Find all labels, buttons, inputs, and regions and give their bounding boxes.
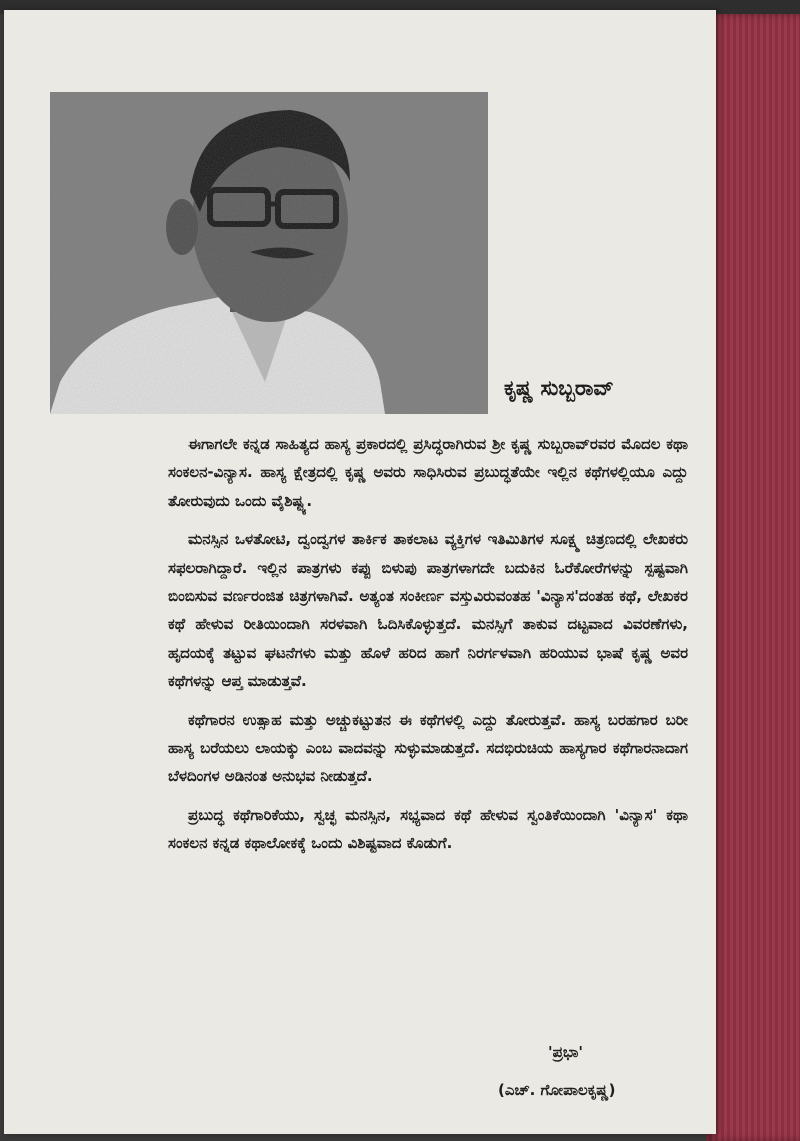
signature-pen-name: 'ಪ್ರಭಾ' — [548, 1043, 583, 1061]
blurb-paragraph: ಈಗಾಗಲೇ ಕನ್ನಡ ಸಾಹಿತ್ಯದ ಹಾಸ್ಯ ಪ್ರಕಾರದಲ್ಲಿ ಪ್ರಸಿದ್ಧರಾಗಿರುವ ಶ್ರೀ ಕೃಷ್ಣ ಸುಬ್ಬರಾವ್‌ರವರ ಮೊದಲ ಕಥಾ ಸಂಕಲನ-ವಿನ್ಯಾಸ. ಹಾಸ್ಯ ಕ್ಷೇತ್ರದಲ್ಲಿ ಕೃಷ್ಣ ಅವರು ಸಾಧಿಸಿರುವ ಪ್ರಬುದ್ಧತೆಯೇ ಇಲ್ಲಿನ ಕಥೆಗಳಲ್ಲಿಯೂ ಎದ್ದು ತೋರುವುದು ಒಂದು ವೈಶಿಷ್ಟ್ಯ. — [168, 435, 688, 510]
author-name-caption: ಕೃಷ್ಣ ಸುಬ್ಬರಾವ್ — [504, 376, 614, 400]
blurb-paragraph: ಮನಸ್ಸಿನ ಒಳತೋಟಿ, ದ್ವಂದ್ವಗಳ ತಾರ್ಕಿಕ ತಾಕಲಾಟ ವ್ಯಕ್ತಿಗಳ ಇತಿಮಿತಿಗಳ ಸೂಕ್ಷ್ಮ ಚಿತ್ರಣದಲ್ಲಿ ಲೇಖಕರು ಸಫಲರಾಗಿದ್ದಾರೆ. ಇಲ್ಲಿನ ಪಾತ್ರಗಳು ಕಪ್ಪು ಬಿಳುಪು ಪಾತ್ರಗಳಾಗದೇ ಬದುಕಿನ ಓರೆಕೋರೆಗಳನ್ನು ಸ್ಪಷ್ಟವಾಗಿ ಬಿಂಬಿಸುವ ವರ್ಣರಂಜಿತ ಚಿತ್ರಗಳಾಗಿವೆ. ಅತ್ಯಂತ ಸಂಕೀರ್ಣ ವಸ್ತುವಿರುವಂತಹ 'ವಿನ್ಯಾಸ'ದಂತಹ ಕಥೆ, ಲೇಖಕರ ಕಥೆ ಹೇಳುವ ರೀತಿಯಿಂದಾಗಿ ಸರಳವಾಗಿ ಓದಿಸಿಕೊಳ್ಳುತ್ತದೆ. ಮನಸ್ಸಿಗೆ ತಾಕುವ ದಟ್ಟವಾದ ವಿವರಣೆಗಳು, ಹೃದಯಕ್ಕೆ ತಟ್ಟುವ ಘಟನೆಗಳು ಮತ್ತು ಹೊಳೆ ಹರಿದ ಹಾಗೆ ನಿರರ್ಗಳವಾಗಿ ಹರಿಯುವ ಭಾಷೆ ಕೃಷ್ಣ ಅವರ ಕಥೆಗಳನ್ನು ಆಪ್ತ ಮಾಡುತ್ತವೆ. — [168, 530, 688, 691]
blurb-text — [168, 430, 688, 868]
blurb-paragraph: ಪ್ರಬುದ್ಧ ಕಥೆಗಾರಿಕೆಯು, ಸ್ವಚ್ಛ ಮನಸ್ಸಿನ, ಸಭ್ಯವಾದ ಕಥೆ ಹೇಳುವ ಸ್ವಂತಿಕೆಯಿಂದಾಗಿ 'ವಿನ್ಯಾಸ' ಕಥಾ ಸಂಕಲನ ಕನ್ನಡ ಕಥಾಲೋಕಕ್ಕೆ ಒಂದು ವಿಶಿಷ್ಟವಾದ ಕೊಡುಗೆ. — [168, 805, 688, 853]
book-spine-cloth — [706, 14, 800, 1141]
signature-full-name: (ಎಚ್. ಗೋಪಾಲಕೃಷ್ಣ) — [498, 1081, 616, 1099]
author-photo — [50, 92, 488, 414]
blurb-paragraph: ಕಥೆಗಾರನ ಉತ್ಸಾಹ ಮತ್ತು ಅಚ್ಚುಕಟ್ಟುತನ ಈ ಕಥೆಗಳಲ್ಲಿ ಎದ್ದು ತೋರುತ್ತವೆ. ಹಾಸ್ಯ ಬರಹಗಾರ ಬರೀ ಹಾಸ್ಯ ಬರೆಯಲು ಲಾಯಕ್ಕು ಎಂಬ ವಾದವನ್ನು ಸುಳ್ಳುಮಾಡುತ್ತದೆ. ಸದಭಿರುಚಿಯ ಹಾಸ್ಯಗಾರ ಕಥೆಗಾರನಾದಾಗ ಬೆಳದಿಂಗಳ ಅಡಿನಂತ ಅನುಭವ ನೀಡುತ್ತದೆ. — [168, 710, 688, 786]
author-portrait-illustration — [50, 92, 488, 414]
